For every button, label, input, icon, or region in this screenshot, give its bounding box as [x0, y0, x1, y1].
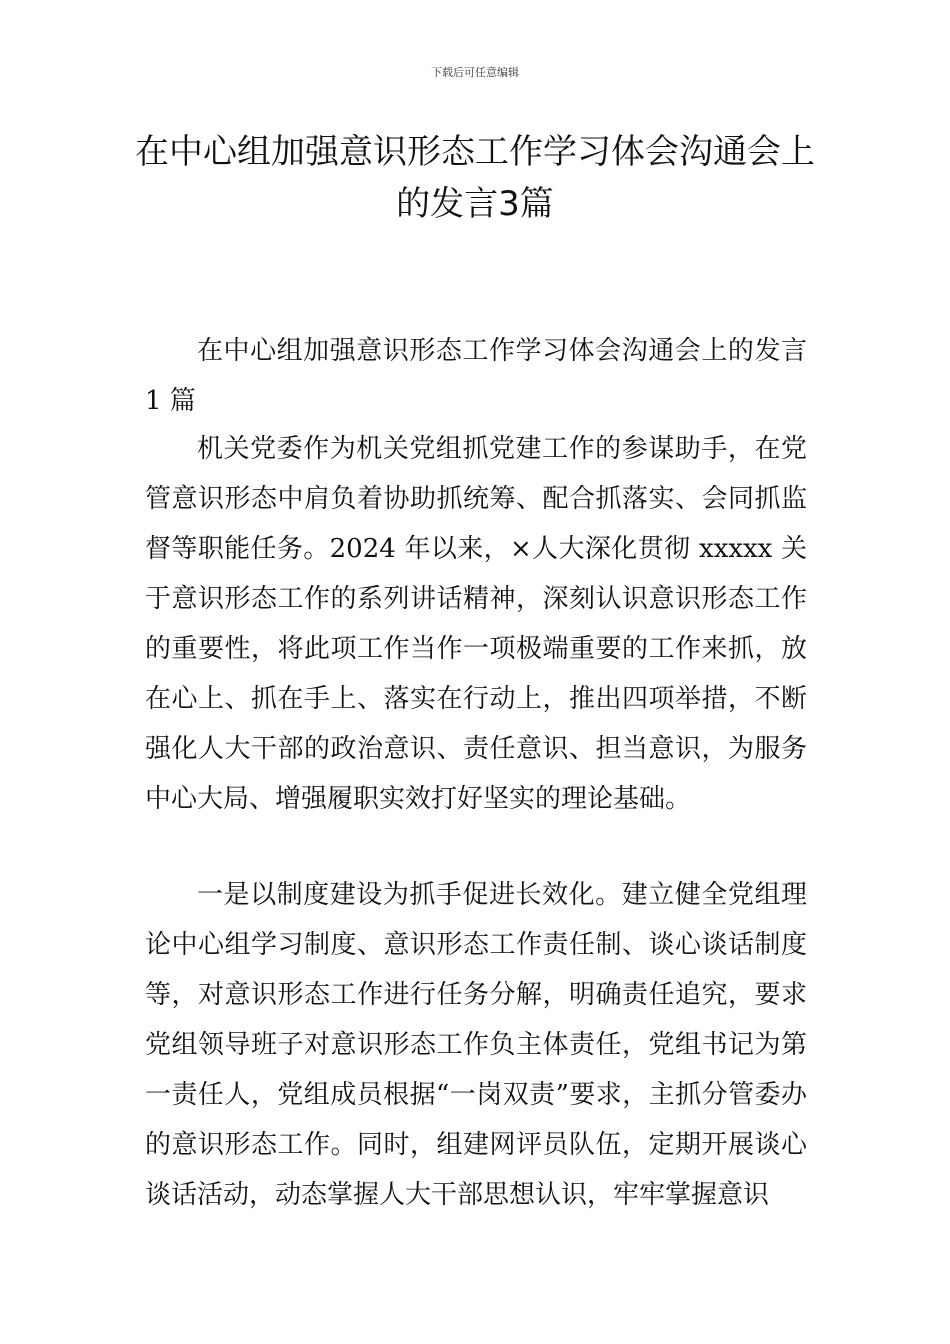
section-subheading — [145, 326, 807, 426]
header-note: 下载后可任意编辑 — [431, 66, 519, 79]
paragraph-text: 机关党委作为机关党组抓党建工作的参谋助手，在党管意识形态中肩负着协助抓统筹、配合抓落实、会同抓监督等职能任务。2024 年以来，×人大深化贯彻 xxxxx 关于意识形态工作的系列讲话精神，深刻认识意识形态工作的重要性，将此项工作当作一项极端重要的工作来抓，放在心上、抓在手上、落实在行动上，推出四项举措，不断强化人大干部的政治意识、责任意识、担当意识，为服务中心大局、增强履职实效打好坚实的理论基础。 — [145, 434, 807, 814]
subheading-text: 在中心组加强意识形态工作学习体会沟通会上的发言 1 篇 — [145, 336, 807, 416]
paragraph-1 — [145, 424, 807, 824]
paragraph-2 — [145, 870, 807, 1220]
document-title: 在中心组加强意识形态工作学习体会沟通会上的发言3篇 — [135, 132, 815, 224]
paragraph-text: 一是以制度建设为抓手促进长效化。建立健全党组理论中心组学习制度、意识形态工作责任制、谈心谈话制度等，对意识形态工作进行任务分解，明确责任追究，要求党组领导班子对意识形态工作负主体责任，党组书记为第一责任人，党组成员根据“一岗双责”要求，主抓分管委办的意识形态工作。同时，组建网评员队伍，定期开展谈心谈话活动，动态掌握人大干部思想认识，牢牢掌握意识 — [145, 880, 807, 1210]
